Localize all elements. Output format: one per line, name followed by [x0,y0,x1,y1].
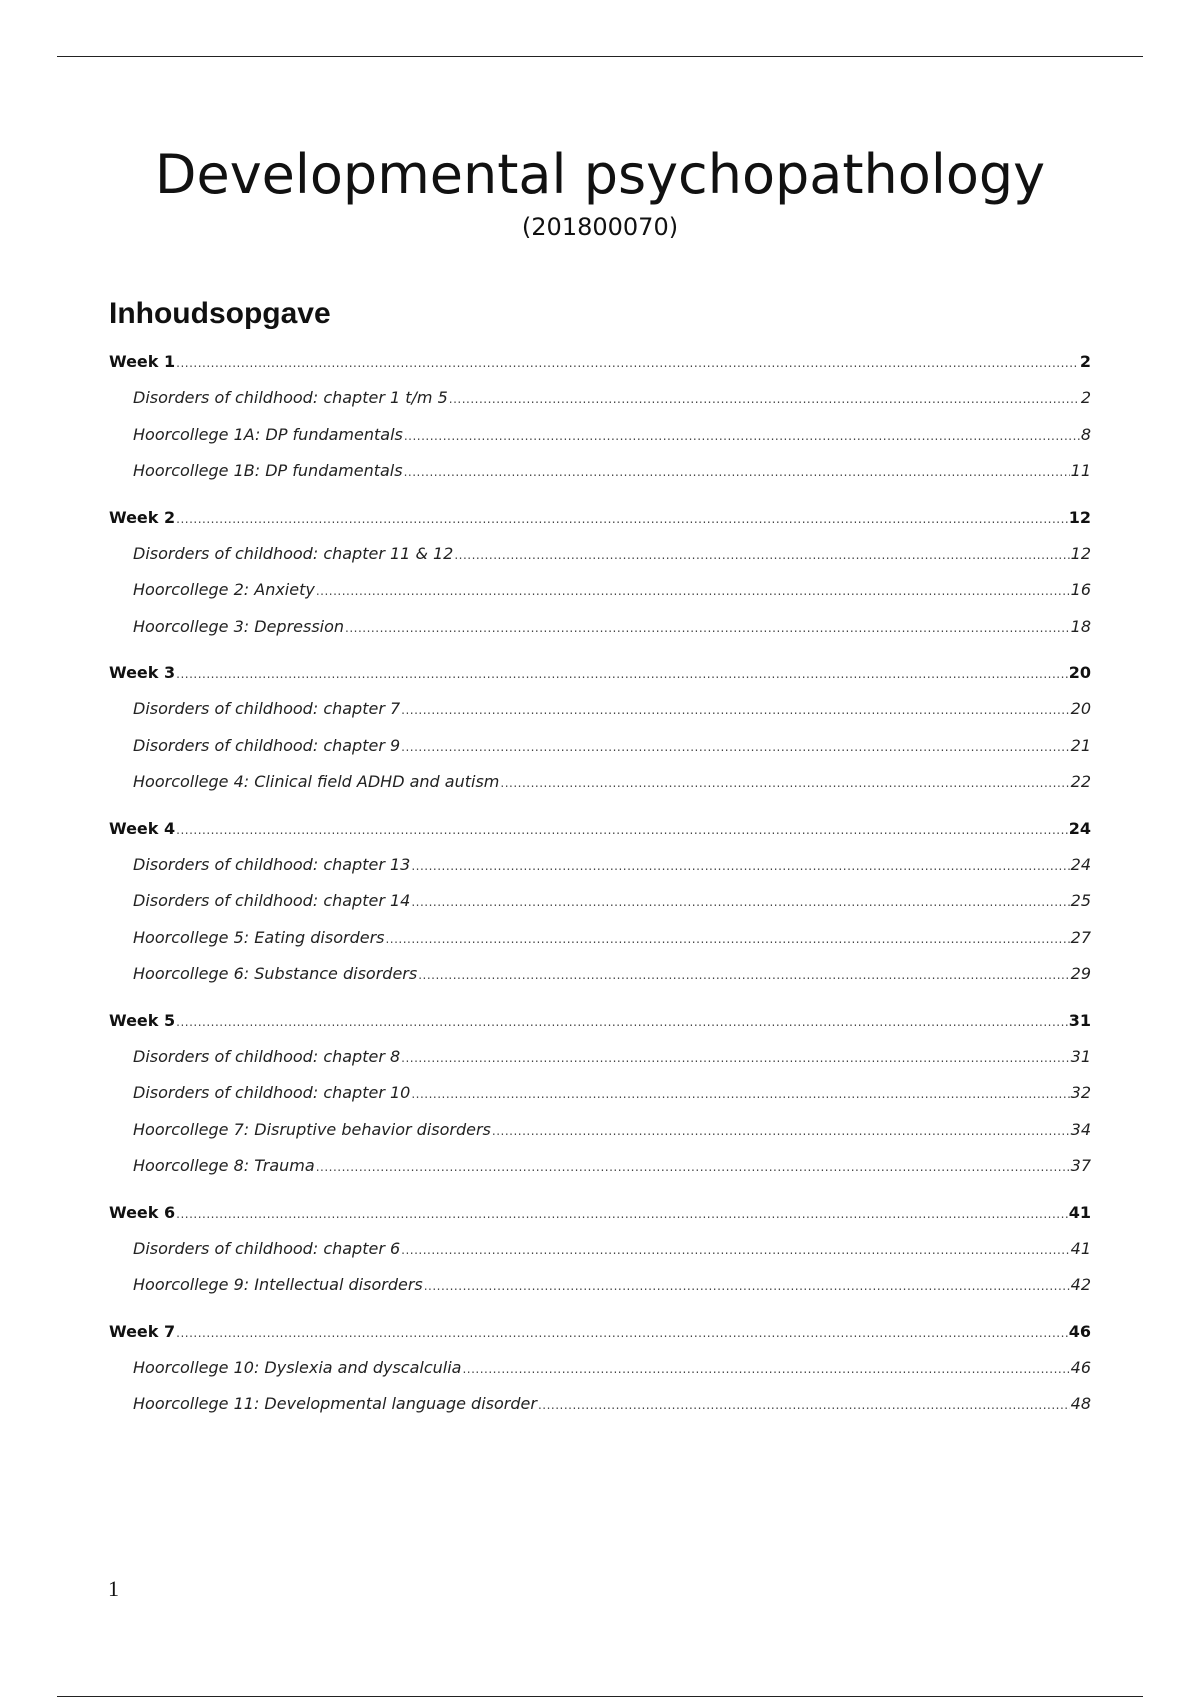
dot-leader [411,892,1069,912]
toc-section-entry[interactable] [109,1047,1091,1084]
toc-entry-page: 31 [1070,1046,1091,1066]
toc-section-entry[interactable] [109,772,1091,809]
toc-entry-label: Hoorcollege 1A: DP fundamentals [133,424,403,444]
header-rule [57,56,1143,57]
toc-section-entry[interactable] [109,1156,1091,1193]
toc-entry-page: 18 [1070,616,1091,636]
toc-entry-page: 25 [1070,891,1091,910]
toc-entry-label: Disorders of childhood: chapter 6 [133,1238,401,1258]
footer-rule [57,1696,1143,1697]
toc-entry-page: 2 [1080,388,1091,407]
toc-entry-label: Hoorcollege 6: Substance disorders [133,964,418,983]
toc-entry-label: Hoorcollege 7: Disruptive behavior disorders [133,1119,491,1139]
toc-week-entry[interactable] [109,1322,1091,1358]
toc-entry-page: 46 [1070,1357,1091,1377]
toc-entry-page: 41 [1068,1202,1091,1222]
dot-leader [492,1121,1070,1141]
toc-entry-label: Disorders of childhood: chapter 11 & 12 [133,543,454,563]
toc-section-entry[interactable] [109,964,1091,1001]
toc-entry-page: 29 [1070,964,1091,983]
toc-entry-label: Disorders of childhood: chapter 14 [133,891,411,910]
toc-entry-label: Week 3 [109,663,176,682]
dot-leader [411,856,1069,876]
toc-section-entry[interactable] [109,580,1091,617]
dot-leader [404,462,1070,482]
toc-section-entry[interactable] [109,1394,1091,1431]
toc-section-entry[interactable] [109,855,1091,892]
toc-entry-page: 32 [1070,1083,1091,1102]
toc-section-entry[interactable] [109,891,1091,928]
toc-entry-page: 12 [1070,543,1091,563]
toc-section-entry[interactable] [109,388,1091,425]
toc-entry-label: Disorders of childhood: chapter 8 [133,1046,401,1066]
toc-entry-page: 37 [1070,1156,1091,1175]
toc-week-entry[interactable] [109,1203,1091,1239]
toc-entry-page: 20 [1068,663,1091,682]
toc-entry-page: 8 [1080,424,1091,444]
toc-entry-page: 31 [1068,1010,1091,1030]
toc-entry-label: Disorders of childhood: chapter 13 [133,854,411,874]
toc-section-entry[interactable] [109,1083,1091,1120]
toc-section-entry[interactable] [109,544,1091,581]
dot-leader [538,1395,1070,1415]
toc-section-entry[interactable] [109,1358,1091,1395]
toc-entry-label: Week 5 [109,1010,176,1030]
toc-entry-label: Hoorcollege 8: Trauma [133,1156,315,1175]
toc-week-entry[interactable] [109,819,1091,855]
toc-entry-label: Hoorcollege 5: Eating disorders [133,927,385,947]
toc-entry-label: Week 7 [109,1321,176,1341]
toc-week-entry[interactable] [109,508,1091,544]
dot-leader [176,1012,1068,1032]
toc-section-entry[interactable] [109,1239,1091,1276]
dot-leader [345,618,1070,638]
toc-entry-label: Hoorcollege 2: Anxiety [133,580,315,599]
toc-entry-label: Hoorcollege 9: Intellectual disorders [133,1275,423,1294]
toc-section-entry[interactable] [109,425,1091,462]
toc-section-entry[interactable] [109,1275,1091,1312]
course-code: (201800070) [521,213,679,241]
toc-entry-page: 21 [1070,735,1091,755]
toc-entry-label: Disorders of childhood: chapter 10 [133,1083,411,1102]
toc-section-entry[interactable] [109,736,1091,773]
toc-entry-page: 20 [1070,699,1091,718]
toc-week-entry[interactable] [109,1011,1091,1047]
dot-leader [462,1359,1069,1379]
page-number: 1 [108,1576,119,1601]
toc-entry-page: 24 [1070,854,1091,874]
toc-section-entry[interactable] [109,1120,1091,1157]
toc-entry-label: Week 4 [109,818,176,838]
toc-entry-label: Hoorcollege 1B: DP fundamentals [133,461,403,480]
dot-leader [176,353,1079,373]
dot-leader [411,1084,1069,1104]
toc-entry-page: 24 [1068,818,1091,838]
toc-entry-page: 12 [1068,507,1091,527]
toc-entry-label: Hoorcollege 4: Clinical field ADHD and autism [133,772,500,791]
toc-section-entry[interactable] [109,699,1091,736]
toc-entry-page: 48 [1070,1394,1091,1413]
dot-leader [401,700,1069,720]
toc-entry-page: 46 [1068,1321,1091,1341]
dot-leader [454,545,1069,565]
toc-entry-label: Hoorcollege 3: Depression [133,616,345,636]
toc-entry-page: 11 [1070,461,1091,480]
dot-leader [176,820,1068,840]
toc-week-entry[interactable] [109,352,1091,388]
dot-leader [401,737,1069,757]
dot-leader [401,1240,1069,1260]
toc-entry-label: Week 6 [109,1202,176,1222]
toc-heading: Inhoudsopgave [109,297,331,330]
toc-entry-label: Week 1 [109,352,176,371]
document-title: Developmental psychopathology [154,143,1046,206]
dot-leader [404,426,1080,446]
dot-leader [176,664,1068,684]
toc-entry-page: 27 [1070,927,1091,947]
toc-entry-page: 34 [1070,1119,1091,1139]
toc-section-entry[interactable] [109,461,1091,498]
dot-leader [418,965,1069,985]
toc-entry-page: 16 [1070,580,1091,599]
dot-leader [176,1323,1068,1343]
dot-leader [385,929,1069,949]
dot-leader [316,1157,1070,1177]
dot-leader [449,389,1080,409]
toc-entry-page: 41 [1070,1238,1091,1258]
toc-entry-page: 22 [1070,772,1091,791]
toc-entry-label: Hoorcollege 11: Developmental language disorder [133,1394,537,1413]
toc-entry-label: Disorders of childhood: chapter 7 [133,699,401,718]
dot-leader [176,1204,1068,1224]
toc-section-entry[interactable] [109,928,1091,965]
dot-leader [401,1048,1069,1068]
dot-leader [500,773,1069,793]
dot-leader [176,509,1068,529]
toc-section-entry[interactable] [109,617,1091,654]
toc-entry-label: Disorders of childhood: chapter 1 t/m 5 [133,388,448,407]
dot-leader [316,581,1070,601]
toc-entry-label: Hoorcollege 10: Dyslexia and dyscalculia [133,1357,462,1377]
toc-entry-label: Week 2 [109,507,176,527]
table-of-contents [109,352,1091,1431]
toc-entry-page: 2 [1079,352,1091,371]
toc-entry-label: Disorders of childhood: chapter 9 [133,735,401,755]
toc-entry-page: 42 [1070,1275,1091,1294]
dot-leader [424,1276,1070,1296]
toc-week-entry[interactable] [109,663,1091,699]
